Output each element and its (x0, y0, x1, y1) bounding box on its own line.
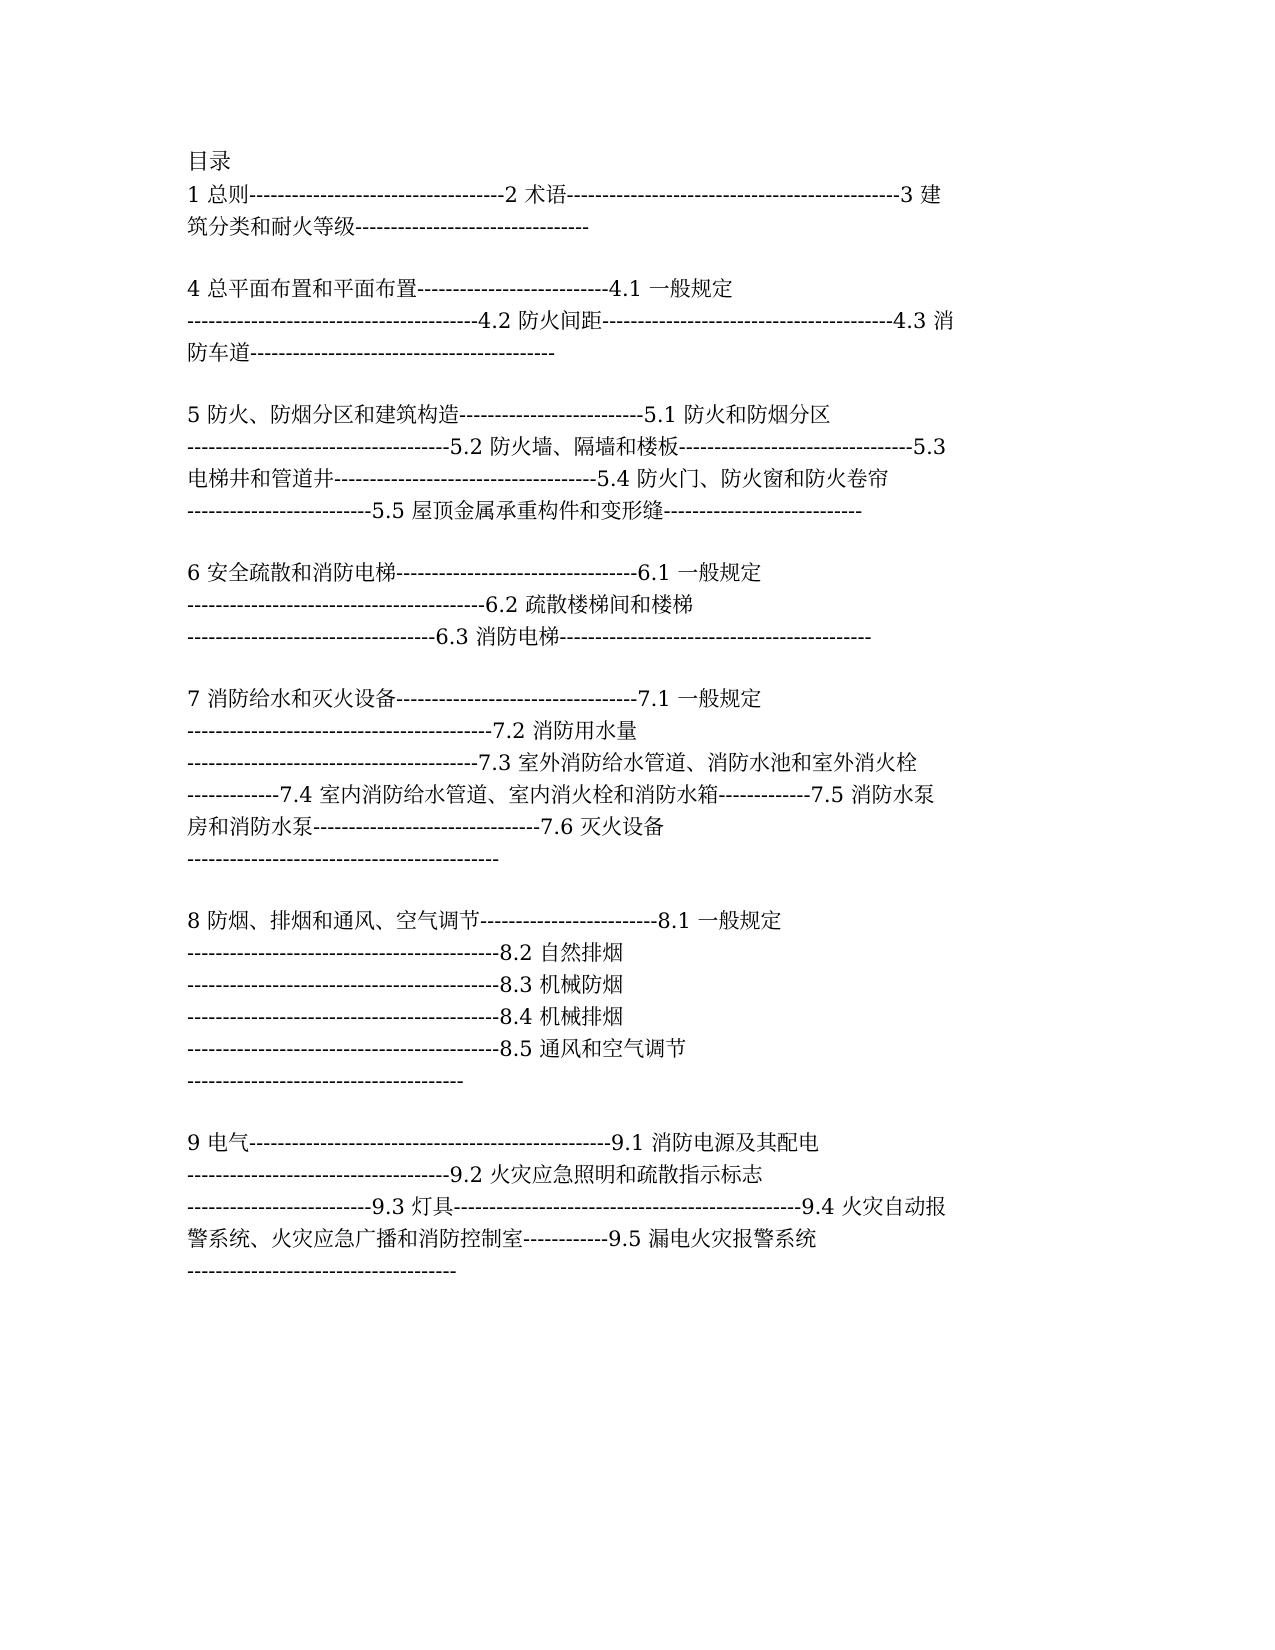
toc-line: -------------------------------------9.2 火灾应急照明和疏散指示标志 (187, 1163, 763, 1187)
toc-line: 9 电气---------------------------------------------------9.1 消防电源及其配电 (187, 1131, 819, 1155)
toc-line: --------------------------------------------8.3 机械防烟 (187, 973, 624, 997)
toc-section-1-3 (187, 179, 1092, 243)
toc-line: -------------7.4 室内消防给水管道、室内消火栓和消防水箱-------------7.5 消防水泵 (187, 783, 935, 807)
toc-line: --------------------------------------- (187, 1069, 464, 1093)
toc-line: 7 消防给水和灭火设备----------------------------------7.1 一般规定 (187, 687, 762, 711)
toc-line: -----------------------------------------4.2 防火间距-----------------------------------------4.3 消 (187, 309, 954, 333)
toc-line: --------------------------------------------8.5 通风和空气调节 (187, 1037, 687, 1061)
toc-line: -------------------------------------------7.2 消防用水量 (187, 719, 638, 743)
toc-line: -----------------------------------------7.3 室外消防给水管道、消防水池和室外消火栓 (187, 751, 917, 775)
toc-line: 4 总平面布置和平面布置---------------------------4.1 一般规定 (187, 277, 733, 301)
toc-line: 房和消防水泵--------------------------------7.6 灭火设备 (187, 815, 665, 839)
paragraph-gap (187, 1097, 1092, 1127)
toc-section-7 (187, 683, 1092, 875)
toc-line: 电梯井和管道井-------------------------------------5.4 防火门、防火窗和防火卷帘 (187, 467, 889, 491)
paragraph-gap (187, 527, 1092, 557)
toc-line: 1 总则------------------------------------2 术语-----------------------------------------------3 建 (187, 183, 942, 207)
toc-line: --------------------------5.5 屋顶金属承重构件和变形缝---------------------------- (187, 499, 863, 523)
toc-line: --------------------------------------------8.4 机械排烟 (187, 1005, 624, 1029)
toc-line: --------------------------9.3 灯具-------------------------------------------------9.4 火灾自动报 (187, 1195, 947, 1219)
toc-line: 警系统、火灾应急广播和消防控制室------------9.5 漏电火灾报警系统 (187, 1227, 817, 1251)
toc-line: 5 防火、防烟分区和建筑构造--------------------------5.1 防火和防烟分区 (187, 403, 831, 427)
toc-line: -------------------------------------- (187, 1259, 457, 1283)
toc-section-8 (187, 905, 1092, 1097)
toc-line: 防车道------------------------------------------- (187, 341, 556, 365)
paragraph-gap (187, 875, 1092, 905)
toc-section-9 (187, 1127, 1092, 1287)
toc-line: 筑分类和耐火等级--------------------------------- (187, 215, 590, 239)
toc-line: 6 安全疏散和消防电梯----------------------------------6.1 一般规定 (187, 561, 762, 585)
toc-line: ------------------------------------------6.2 疏散楼梯间和楼梯 (187, 593, 694, 617)
toc-line: -------------------------------------------- (187, 847, 500, 871)
toc-title: 目录 (187, 150, 232, 175)
toc-line: --------------------------------------------8.2 自然排烟 (187, 941, 624, 965)
paragraph-gap (187, 243, 1092, 273)
toc-line: 8 防烟、排烟和通风、空气调节-------------------------8.1 一般规定 (187, 909, 782, 933)
paragraph-gap (187, 653, 1092, 683)
toc-line: -----------------------------------6.3 消防电梯-------------------------------------------- (187, 625, 872, 649)
toc-line: -------------------------------------5.2 防火墙、隔墙和楼板---------------------------------5.3 (187, 435, 947, 459)
toc-section-5 (187, 399, 1092, 527)
toc-section-4 (187, 273, 1092, 369)
toc-section-6 (187, 557, 1092, 653)
document-page (187, 147, 1092, 1287)
paragraph-gap (187, 369, 1092, 399)
